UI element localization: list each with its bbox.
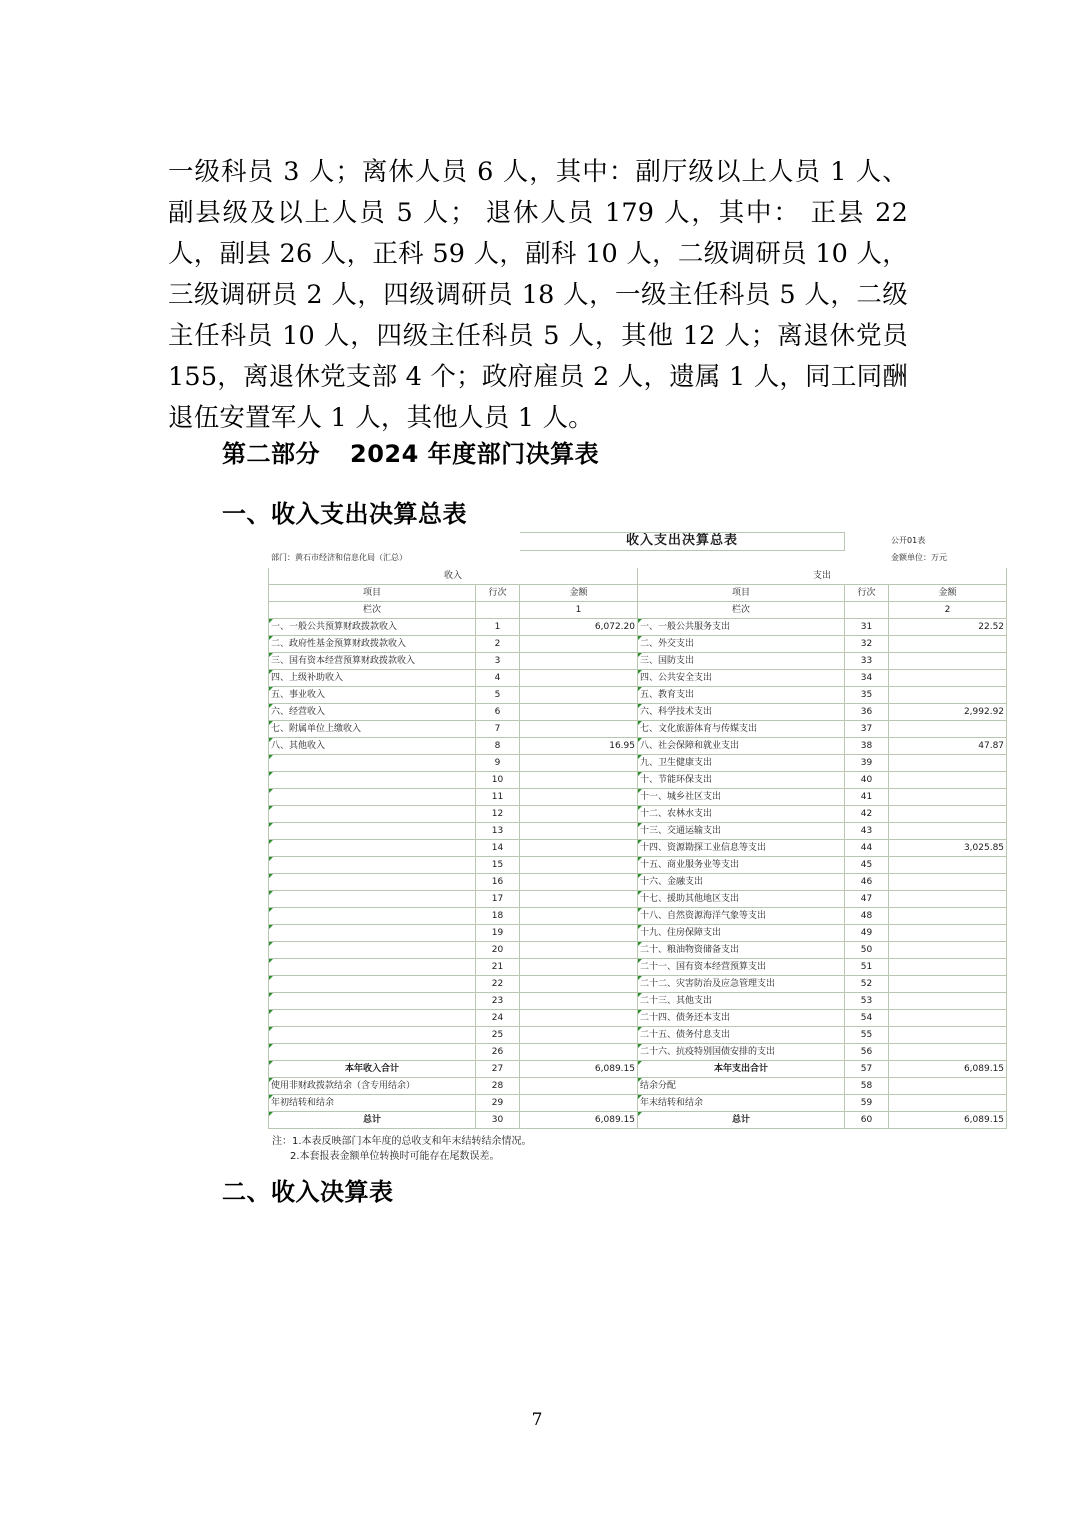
income-amount: [520, 822, 638, 839]
expense-item: 五、教育支出: [638, 686, 845, 703]
table-row: [269, 1026, 1007, 1043]
expense-item: 二十六、抗疫特别国债安排的支出: [638, 1043, 845, 1060]
income-item: [269, 941, 476, 958]
page-number: 7: [531, 1410, 543, 1430]
expense-amount: [889, 958, 1007, 975]
expense-amount: [889, 1009, 1007, 1026]
heading-part-two: [222, 434, 599, 469]
income-line: 25: [476, 1026, 520, 1043]
table-group-header: [269, 567, 1007, 584]
heading-section-two: 二、收入决算表: [222, 1178, 394, 1206]
expense-amount: 2,992.92: [889, 703, 1007, 720]
expense-line: 53: [845, 992, 889, 1009]
income-total-amount: 6,089.15: [520, 1060, 638, 1077]
table-row: [269, 1043, 1007, 1060]
income-line: 4: [476, 669, 520, 686]
income-amount: [520, 873, 638, 890]
expense-line: 31: [845, 618, 889, 635]
income-line: 14: [476, 839, 520, 856]
income-expense-summary-table: [268, 532, 1007, 1129]
income-item: [269, 856, 476, 873]
expense-line: 54: [845, 1009, 889, 1026]
income-amount: [520, 686, 638, 703]
income-item: [269, 788, 476, 805]
department-name: 部门：黄石市经济和信息化局（汇总）: [269, 550, 638, 567]
expense-amount: [889, 720, 1007, 737]
income-amount: [520, 1026, 638, 1043]
income-line: 23: [476, 992, 520, 1009]
income-item: [269, 754, 476, 771]
table-row: [269, 839, 1007, 856]
income-item: [269, 890, 476, 907]
table-row: [269, 822, 1007, 839]
table-row: [269, 873, 1007, 890]
income-line: 9: [476, 754, 520, 771]
lan-label-income: 栏次: [269, 601, 476, 618]
income-carry-over-line: 29: [476, 1094, 520, 1111]
income-item: [269, 1026, 476, 1043]
col-line-expense: 行次: [845, 584, 889, 601]
expense-amount: [889, 856, 1007, 873]
income-amount: [520, 992, 638, 1009]
expense-item: 二十一、国有资本经营预算支出: [638, 958, 845, 975]
income-item: 三、国有资本经营预算财政拨款收入: [269, 652, 476, 669]
income-item: 八、其他收入: [269, 737, 476, 754]
income-total-label: 本年收入合计: [269, 1060, 476, 1077]
income-amount: [520, 856, 638, 873]
expense-item: 二十二、灾害防治及应急管理支出: [638, 975, 845, 992]
expense-amount: 3,025.85: [889, 839, 1007, 856]
table-row: [269, 669, 1007, 686]
income-item: [269, 907, 476, 924]
income-carry-in-label: 使用非财政拨款结余（含专用结余）: [269, 1077, 476, 1094]
income-item: [269, 822, 476, 839]
expense-item: 十四、资源勘探工业信息等支出: [638, 839, 845, 856]
expense-alloc-label: 结余分配: [638, 1077, 845, 1094]
expense-total-label: 本年支出合计: [638, 1060, 845, 1077]
expense-item: 十、节能环保支出: [638, 771, 845, 788]
income-item: [269, 839, 476, 856]
expense-line: 44: [845, 839, 889, 856]
col-amount-income: 金额: [520, 584, 638, 601]
income-line: 21: [476, 958, 520, 975]
income-amount: [520, 771, 638, 788]
income-line: 24: [476, 1009, 520, 1026]
expense-item: 二十、粮油物资储备支出: [638, 941, 845, 958]
income-amount: [520, 1043, 638, 1060]
expense-amount: 47.87: [889, 737, 1007, 754]
table-row: [269, 703, 1007, 720]
table-row: [269, 958, 1007, 975]
income-carry-in-amount: [520, 1077, 638, 1094]
expense-item: 一、一般公共服务支出: [638, 618, 845, 635]
income-item: [269, 924, 476, 941]
income-item: [269, 805, 476, 822]
amount-unit: 金额单位：万元: [889, 550, 1007, 567]
expense-amount: 22.52: [889, 618, 1007, 635]
expense-line: 35: [845, 686, 889, 703]
expense-item: 七、文化旅游体育与传媒支出: [638, 720, 845, 737]
table-row: [269, 652, 1007, 669]
expense-line: 32: [845, 635, 889, 652]
expense-amount: [889, 941, 1007, 958]
expense-item: 二十四、债务还本支出: [638, 1009, 845, 1026]
expense-total-amount: 6,089.15: [889, 1060, 1007, 1077]
table-row: [269, 992, 1007, 1009]
expense-line: 51: [845, 958, 889, 975]
expense-amount: [889, 873, 1007, 890]
heading-part-two-title: 2024 年度部门决算表: [350, 440, 600, 468]
expense-line: 41: [845, 788, 889, 805]
expense-amount: [889, 635, 1007, 652]
income-line: 13: [476, 822, 520, 839]
table-meta-row: [269, 550, 1007, 567]
income-item: [269, 771, 476, 788]
col-line-income: 行次: [476, 584, 520, 601]
body-paragraph: 一级科员 3 人；离休人员 6 人，其中：副厅级以上人员 1 人、副县级及以上人员 5 人； 退休人员 179 人，其中： 正县 22 人，副县 26 人，正科 59 人，副科 10 人，二级调研员 10 人，三级调研员 2 人，四级调研员 18 人，一级主任科员 5 人，二级主任科员 10 人，四级主任科员 5 人，其他 12 人；离退休党员 155，离退休党支部 4 个；政府雇员 2 人，遗属 1 人，同工同酬退伍安置军人 1 人，其他人员 1 人。: [168, 156, 908, 433]
income-line: 7: [476, 720, 520, 737]
group-income: 收入: [269, 567, 638, 584]
expense-item: 二十五、债务付息支出: [638, 1026, 845, 1043]
income-item: 四、上级补助收入: [269, 669, 476, 686]
expense-alloc-line: 58: [845, 1077, 889, 1094]
income-amount: [520, 890, 638, 907]
income-amount: [520, 635, 638, 652]
expense-line: 37: [845, 720, 889, 737]
income-sum-line: 30: [476, 1111, 520, 1128]
income-item: 七、附属单位上缴收入: [269, 720, 476, 737]
table-row: [269, 975, 1007, 992]
expense-item: 十五、商业服务业等支出: [638, 856, 845, 873]
income-amount: [520, 805, 638, 822]
expense-item: 六、科学技术支出: [638, 703, 845, 720]
expense-amount: [889, 890, 1007, 907]
table-title-row: [269, 533, 1007, 551]
table-row: [269, 635, 1007, 652]
expense-sum-label: 总计: [638, 1111, 845, 1128]
income-item: [269, 1043, 476, 1060]
expense-amount: [889, 754, 1007, 771]
expense-amount: [889, 805, 1007, 822]
expense-amount: [889, 822, 1007, 839]
table-row: [269, 1094, 1007, 1111]
income-amount: [520, 1009, 638, 1026]
income-line: 10: [476, 771, 520, 788]
table-row: [269, 907, 1007, 924]
income-line: 1: [476, 618, 520, 635]
col-item-expense: 项目: [638, 584, 845, 601]
income-line: 11: [476, 788, 520, 805]
expense-amount: [889, 992, 1007, 1009]
expense-line: 33: [845, 652, 889, 669]
expense-line: 46: [845, 873, 889, 890]
col-item-income: 项目: [269, 584, 476, 601]
income-carry-over-label: 年初结转和结余: [269, 1094, 476, 1111]
expense-amount: [889, 907, 1007, 924]
table-row: [269, 890, 1007, 907]
expense-total-line: 57: [845, 1060, 889, 1077]
heading-part-two-prefix: 第二部分: [222, 440, 320, 468]
table-row: [269, 941, 1007, 958]
expense-line: 56: [845, 1043, 889, 1060]
income-line: 5: [476, 686, 520, 703]
income-line: 16: [476, 873, 520, 890]
income-amount: [520, 975, 638, 992]
expense-item: 十三、交通运输支出: [638, 822, 845, 839]
income-amount: [520, 652, 638, 669]
income-amount: [520, 941, 638, 958]
income-line: 20: [476, 941, 520, 958]
table-row: [269, 618, 1007, 635]
table-note-2: 2.本套报表金额单位转换时可能存在尾数误差。: [290, 1150, 500, 1162]
income-line: 17: [476, 890, 520, 907]
income-line: 8: [476, 737, 520, 754]
expense-item: 二、外交支出: [638, 635, 845, 652]
expense-item: 二十三、其他支出: [638, 992, 845, 1009]
income-carry-over-amount: [520, 1094, 638, 1111]
income-line: 12: [476, 805, 520, 822]
income-item: [269, 873, 476, 890]
table-row: [269, 788, 1007, 805]
income-sum-amount: 6,089.15: [520, 1111, 638, 1128]
table-row: [269, 805, 1007, 822]
expense-item: 十一、城乡社区支出: [638, 788, 845, 805]
lan-index-1: 1: [520, 601, 638, 618]
expense-line: 47: [845, 890, 889, 907]
income-amount: 16.95: [520, 737, 638, 754]
table-row: [269, 1077, 1007, 1094]
table-row: [269, 771, 1007, 788]
heading-section-one: 一、收入支出决算总表: [222, 500, 467, 528]
income-total-line: 27: [476, 1060, 520, 1077]
income-line: 22: [476, 975, 520, 992]
expense-item: 十二、农林水支出: [638, 805, 845, 822]
income-amount: [520, 720, 638, 737]
income-item: [269, 992, 476, 1009]
income-line: 6: [476, 703, 520, 720]
income-line: 26: [476, 1043, 520, 1060]
expense-amount: [889, 1043, 1007, 1060]
expense-item: 十六、金融支出: [638, 873, 845, 890]
expense-line: 39: [845, 754, 889, 771]
expense-line: 42: [845, 805, 889, 822]
income-amount: [520, 703, 638, 720]
col-amount-expense: 金额: [889, 584, 1007, 601]
income-line: 18: [476, 907, 520, 924]
table-row: [269, 737, 1007, 754]
lan-index-2: 2: [889, 601, 1007, 618]
income-line: 15: [476, 856, 520, 873]
expense-sum-amount: 6,089.15: [889, 1111, 1007, 1128]
table-notes: [268, 1134, 1006, 1164]
income-line: 2: [476, 635, 520, 652]
expense-sum-line: 60: [845, 1111, 889, 1128]
expense-carry-over-amount: [889, 1094, 1007, 1111]
expense-item: 三、国防支出: [638, 652, 845, 669]
expense-amount: [889, 924, 1007, 941]
table-lan-row: [269, 601, 1007, 618]
expense-item: 十八、自然资源海洋气象等支出: [638, 907, 845, 924]
expense-amount: [889, 669, 1007, 686]
expense-line: 40: [845, 771, 889, 788]
expense-line: 34: [845, 669, 889, 686]
expense-amount: [889, 652, 1007, 669]
expense-amount: [889, 771, 1007, 788]
income-amount: [520, 958, 638, 975]
expense-line: 50: [845, 941, 889, 958]
table-column-header: [269, 584, 1007, 601]
table-row: [269, 720, 1007, 737]
form-number: 公开01表: [889, 533, 1007, 551]
income-carry-in-line: 28: [476, 1077, 520, 1094]
expense-line: 45: [845, 856, 889, 873]
expense-amount: [889, 975, 1007, 992]
income-amount: [520, 924, 638, 941]
income-item: 一、一般公共预算财政拨款收入: [269, 618, 476, 635]
income-item: 六、经营收入: [269, 703, 476, 720]
expense-line: 36: [845, 703, 889, 720]
expense-item: 四、公共安全支出: [638, 669, 845, 686]
table-total-row: [269, 1060, 1007, 1077]
income-sum-label: 总计: [269, 1111, 476, 1128]
expense-amount: [889, 788, 1007, 805]
table-sum-row: [269, 1111, 1007, 1128]
group-expense: 支出: [638, 567, 1007, 584]
income-amount: [520, 669, 638, 686]
expense-alloc-amount: [889, 1077, 1007, 1094]
financial-table-image: [268, 532, 1006, 1164]
income-amount: [520, 754, 638, 771]
expense-item: 十七、援助其他地区支出: [638, 890, 845, 907]
table-row: [269, 686, 1007, 703]
expense-line: 55: [845, 1026, 889, 1043]
table-row: [269, 856, 1007, 873]
lan-label-expense: 栏次: [638, 601, 845, 618]
income-amount: [520, 788, 638, 805]
expense-carry-over-line: 59: [845, 1094, 889, 1111]
expense-line: 49: [845, 924, 889, 941]
income-line: 3: [476, 652, 520, 669]
expense-item: 八、社会保障和就业支出: [638, 737, 845, 754]
table-note-1: 注：1.本表反映部门本年度的总收支和年末结转结余情况。: [272, 1135, 532, 1147]
expense-item: 十九、住房保障支出: [638, 924, 845, 941]
income-item: [269, 975, 476, 992]
income-amount: 6,072.20: [520, 618, 638, 635]
expense-line: 38: [845, 737, 889, 754]
table-title: 收入支出决算总表: [520, 533, 845, 551]
income-line: 19: [476, 924, 520, 941]
expense-line: 43: [845, 822, 889, 839]
income-item: [269, 958, 476, 975]
table-row: [269, 754, 1007, 771]
income-item: 二、政府性基金预算财政拨款收入: [269, 635, 476, 652]
table-row: [269, 1009, 1007, 1026]
expense-amount: [889, 686, 1007, 703]
income-item: [269, 1009, 476, 1026]
expense-item: 九、卫生健康支出: [638, 754, 845, 771]
expense-line: 52: [845, 975, 889, 992]
income-amount: [520, 839, 638, 856]
table-row: [269, 924, 1007, 941]
expense-line: 48: [845, 907, 889, 924]
income-amount: [520, 907, 638, 924]
income-item: 五、事业收入: [269, 686, 476, 703]
expense-amount: [889, 1026, 1007, 1043]
expense-carry-over-label: 年末结转和结余: [638, 1094, 845, 1111]
